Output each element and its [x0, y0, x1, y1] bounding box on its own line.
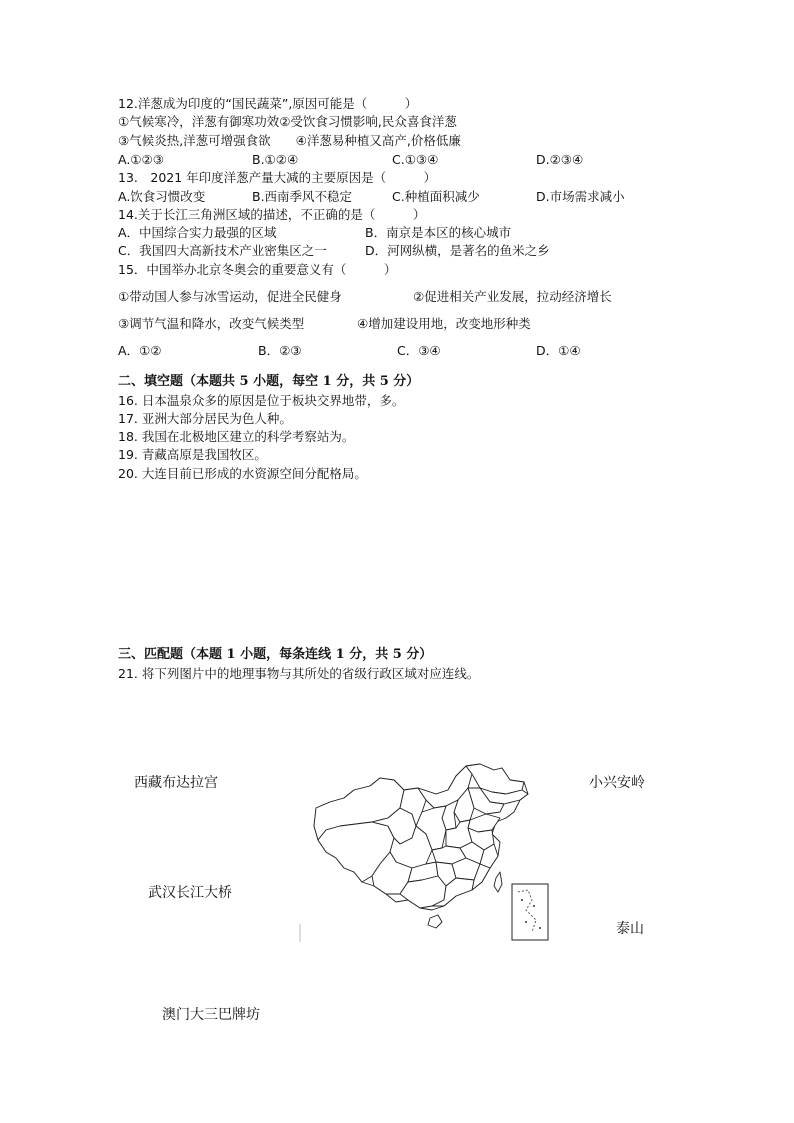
china-province-map	[296, 760, 560, 944]
label-wuhan-bridge[interactable]: 武汉长江大桥	[148, 885, 232, 901]
q12-option-d: D.②③④	[536, 152, 584, 167]
q17: 17. 亚洲大部分居民为色人种。	[118, 411, 292, 426]
label-macau-ruins[interactable]: 澳门大三巴牌坊	[162, 1007, 260, 1023]
label-taishan[interactable]: 泰山	[616, 921, 644, 937]
q12-option-b: B.①②④	[252, 152, 299, 167]
label-potala-palace[interactable]: 西藏布达拉宫	[134, 775, 218, 791]
q13-option-d: D.市场需求减小	[536, 189, 625, 204]
q12-stem: 12.洋葱成为印度的“国民蔬菜”,原因可能是（ ）	[118, 96, 418, 111]
q15-option-c: C．③④	[397, 343, 441, 358]
region-hainan	[428, 915, 442, 928]
q16: 16. 日本温泉众多的原因是位于板块交界地带，多。	[118, 393, 405, 408]
label-xiaoxinganling[interactable]: 小兴安岭	[589, 775, 645, 791]
q14-option-b: B．南京是本区的核心城市	[365, 225, 512, 240]
q14-option-d: D．河网纵横，是著名的鱼米之乡	[365, 243, 550, 258]
south-china-sea-inset	[512, 884, 548, 940]
q12-option-a: A.①②③	[118, 152, 164, 167]
q15-statement-3: ③调节气温和降水，改变气候类型	[118, 316, 305, 331]
q13-option-b: B.西南季风不稳定	[252, 189, 353, 204]
q12-statement-line1: ①气候寒冷，洋葱有御寒功效②受饮食习惯影响,民众喜食洋葱	[118, 114, 457, 129]
q14-option-c: C．我国四大高新技术产业密集区之一	[118, 243, 327, 258]
q13-option-a: A.饮食习惯改变	[118, 189, 206, 204]
q19: 19. 青藏高原是我国牧区。	[118, 447, 267, 462]
q14-stem: 14.关于长江三角洲区域的描述，不正确的是（ ）	[118, 207, 426, 222]
q13-stem: 13. 2021 年印度洋葱产量大减的主要原因是（ ）	[118, 170, 437, 185]
q15-option-d: D．①④	[536, 343, 581, 358]
q18: 18. 我国在北极地区建立的科学考察站为。	[118, 429, 355, 444]
region-taiwan	[494, 872, 502, 892]
q15-option-b: B．②③	[258, 343, 302, 358]
section2-heading: 二、填空题（本题共 5 小题，每空 1 分，共 5 分）	[118, 374, 420, 389]
q15-option-a: A．①②	[118, 343, 162, 358]
section3-heading: 三、匹配题（本题 1 小题，每条连线 1 分，共 5 分）	[118, 647, 433, 662]
q15-statement-4: ④增加建设用地，改变地形种类	[357, 316, 531, 331]
q15-statement-2: ②促进相关产业发展，拉动经济增长	[413, 289, 612, 304]
q12-statement-line2: ③气候炎热,洋葱可增强食欲 ④洋葱易种植又高产,价格低廉	[118, 133, 461, 148]
q15-stem: 15．中国举办北京冬奥会的重要意义有（ ）	[118, 262, 397, 277]
q13-option-c: C.种植面积减少	[392, 189, 480, 204]
q14-option-a: A．中国综合实力最强的区域	[118, 225, 277, 240]
q21-stem: 21. 将下列图片中的地理事物与其所处的省级行政区域对应连线。	[118, 666, 480, 681]
q20: 20. 大连目前已形成的水资源空间分配格局。	[118, 466, 367, 481]
q12-option-c: C.①③④	[392, 152, 439, 167]
q15-statement-1: ①带动国人参与冰雪运动，促进全民健身	[118, 289, 342, 304]
